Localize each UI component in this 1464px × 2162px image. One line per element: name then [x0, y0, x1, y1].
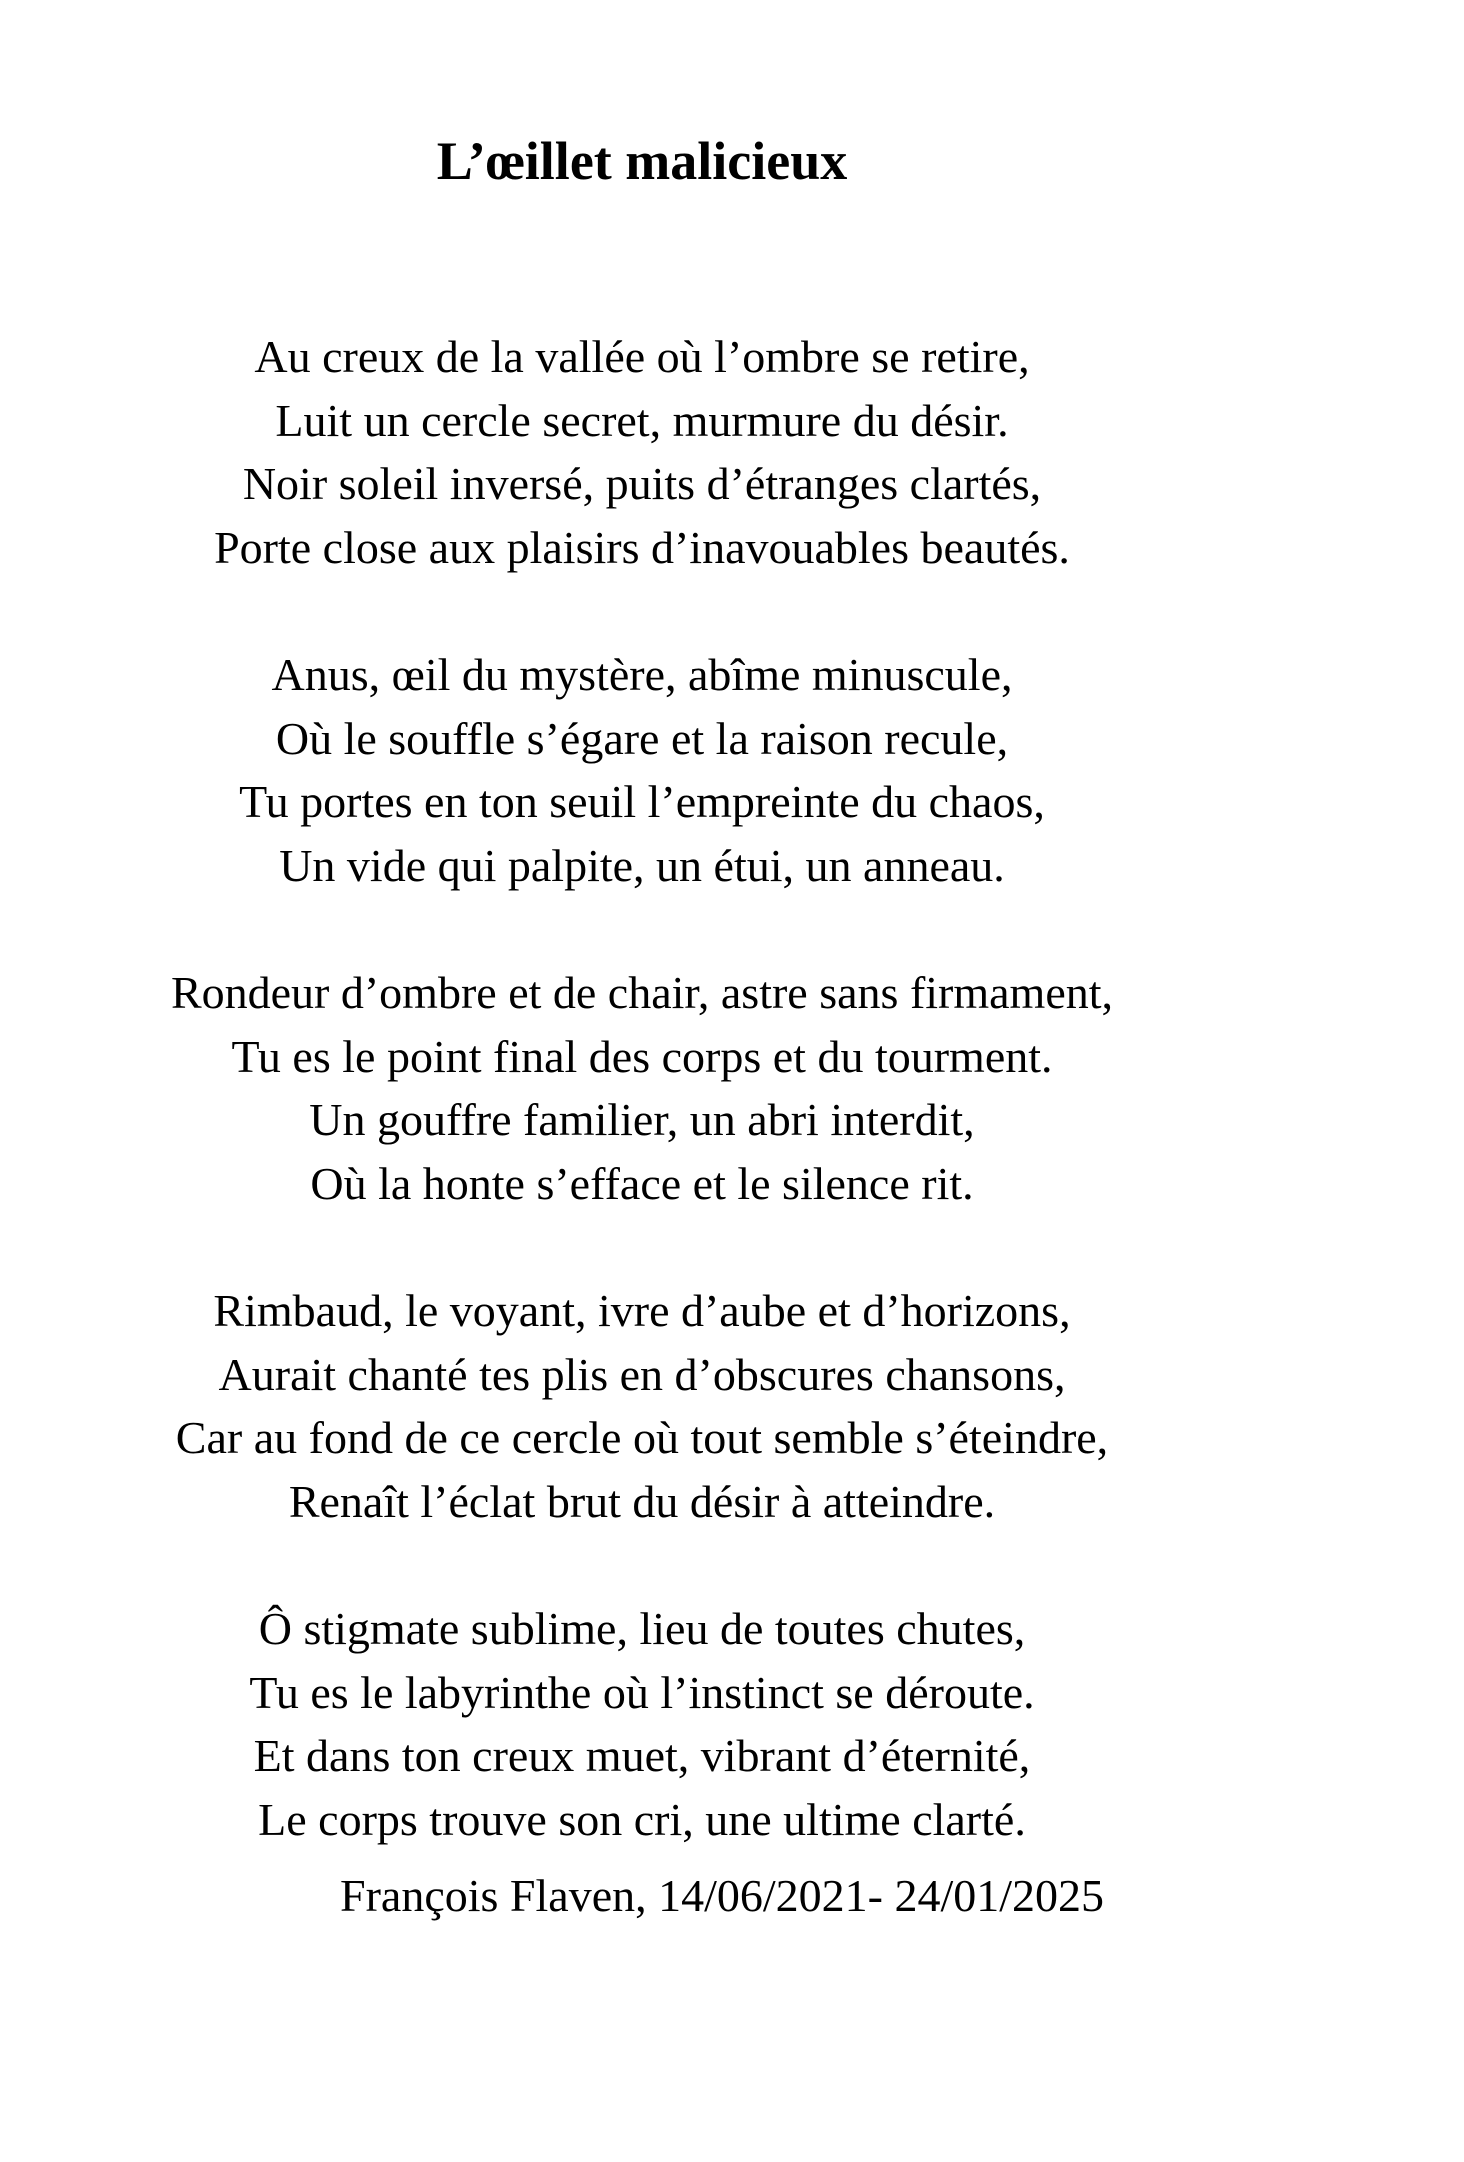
verse-line: Rondeur d’ombre et de chair, astre sans firmament,: [170, 967, 1114, 1018]
verse-line: Au creux de la vallée où l’ombre se retire,: [254, 331, 1030, 382]
verse-line: Ô stigmate sublime, lieu de toutes chutes,: [258, 1603, 1026, 1654]
stanza-3: [0, 961, 1284, 1215]
verse-line: Tu es le labyrinthe où l’instinct se déroute.: [249, 1666, 1035, 1718]
verse-line: Et dans ton creux muet, vibrant d’éternité,: [253, 1730, 1031, 1781]
stanza-1: [0, 325, 1284, 579]
verse-line: Noir soleil inversé, puits d’étranges clartés,: [242, 458, 1042, 509]
verse-line: Où la honte s’efface et le silence rit.: [310, 1157, 974, 1209]
verse-line: Rimbaud, le voyant, ivre d’aube et d’horizons,: [213, 1285, 1071, 1336]
verse-line: Anus, œil du mystère, abîme minuscule,: [271, 649, 1013, 700]
verse-line: Tu es le point final des corps et du tourment.: [231, 1030, 1053, 1082]
verse-line: Le corps trouve son cri, une ultime clarté.: [258, 1793, 1026, 1845]
verse-line: Car au fond de ce cercle où tout semble s’éteindre,: [175, 1412, 1109, 1463]
verse-line: Porte close aux plaisirs d’inavouables beautés.: [214, 521, 1070, 573]
author-signature: François Flaven, 14/06/2021- 24/01/2025: [340, 1870, 1105, 1921]
poem-title: L’œillet malicieux: [436, 131, 848, 191]
verse-line: Un vide qui palpite, un étui, un anneau.: [279, 839, 1005, 891]
verse-line: Aurait chanté tes plis en d’obscures chansons,: [218, 1348, 1066, 1400]
verse-line: Tu portes en ton seuil l’empreinte du chaos,: [239, 776, 1045, 827]
verse-line: Où le souffle s’égare et la raison recule,: [275, 712, 1009, 764]
poem-body: [0, 325, 1284, 1915]
stanza-2: [0, 643, 1284, 897]
verse-line: Luit un cercle secret, murmure du désir.: [275, 394, 1009, 446]
stanza-4: [0, 1279, 1284, 1533]
stanza-5: [0, 1597, 1284, 1851]
verse-line: Renaît l’éclat brut du désir à atteindre.: [288, 1475, 996, 1527]
verse-line: Un gouffre familier, un abri interdit,: [309, 1094, 975, 1145]
